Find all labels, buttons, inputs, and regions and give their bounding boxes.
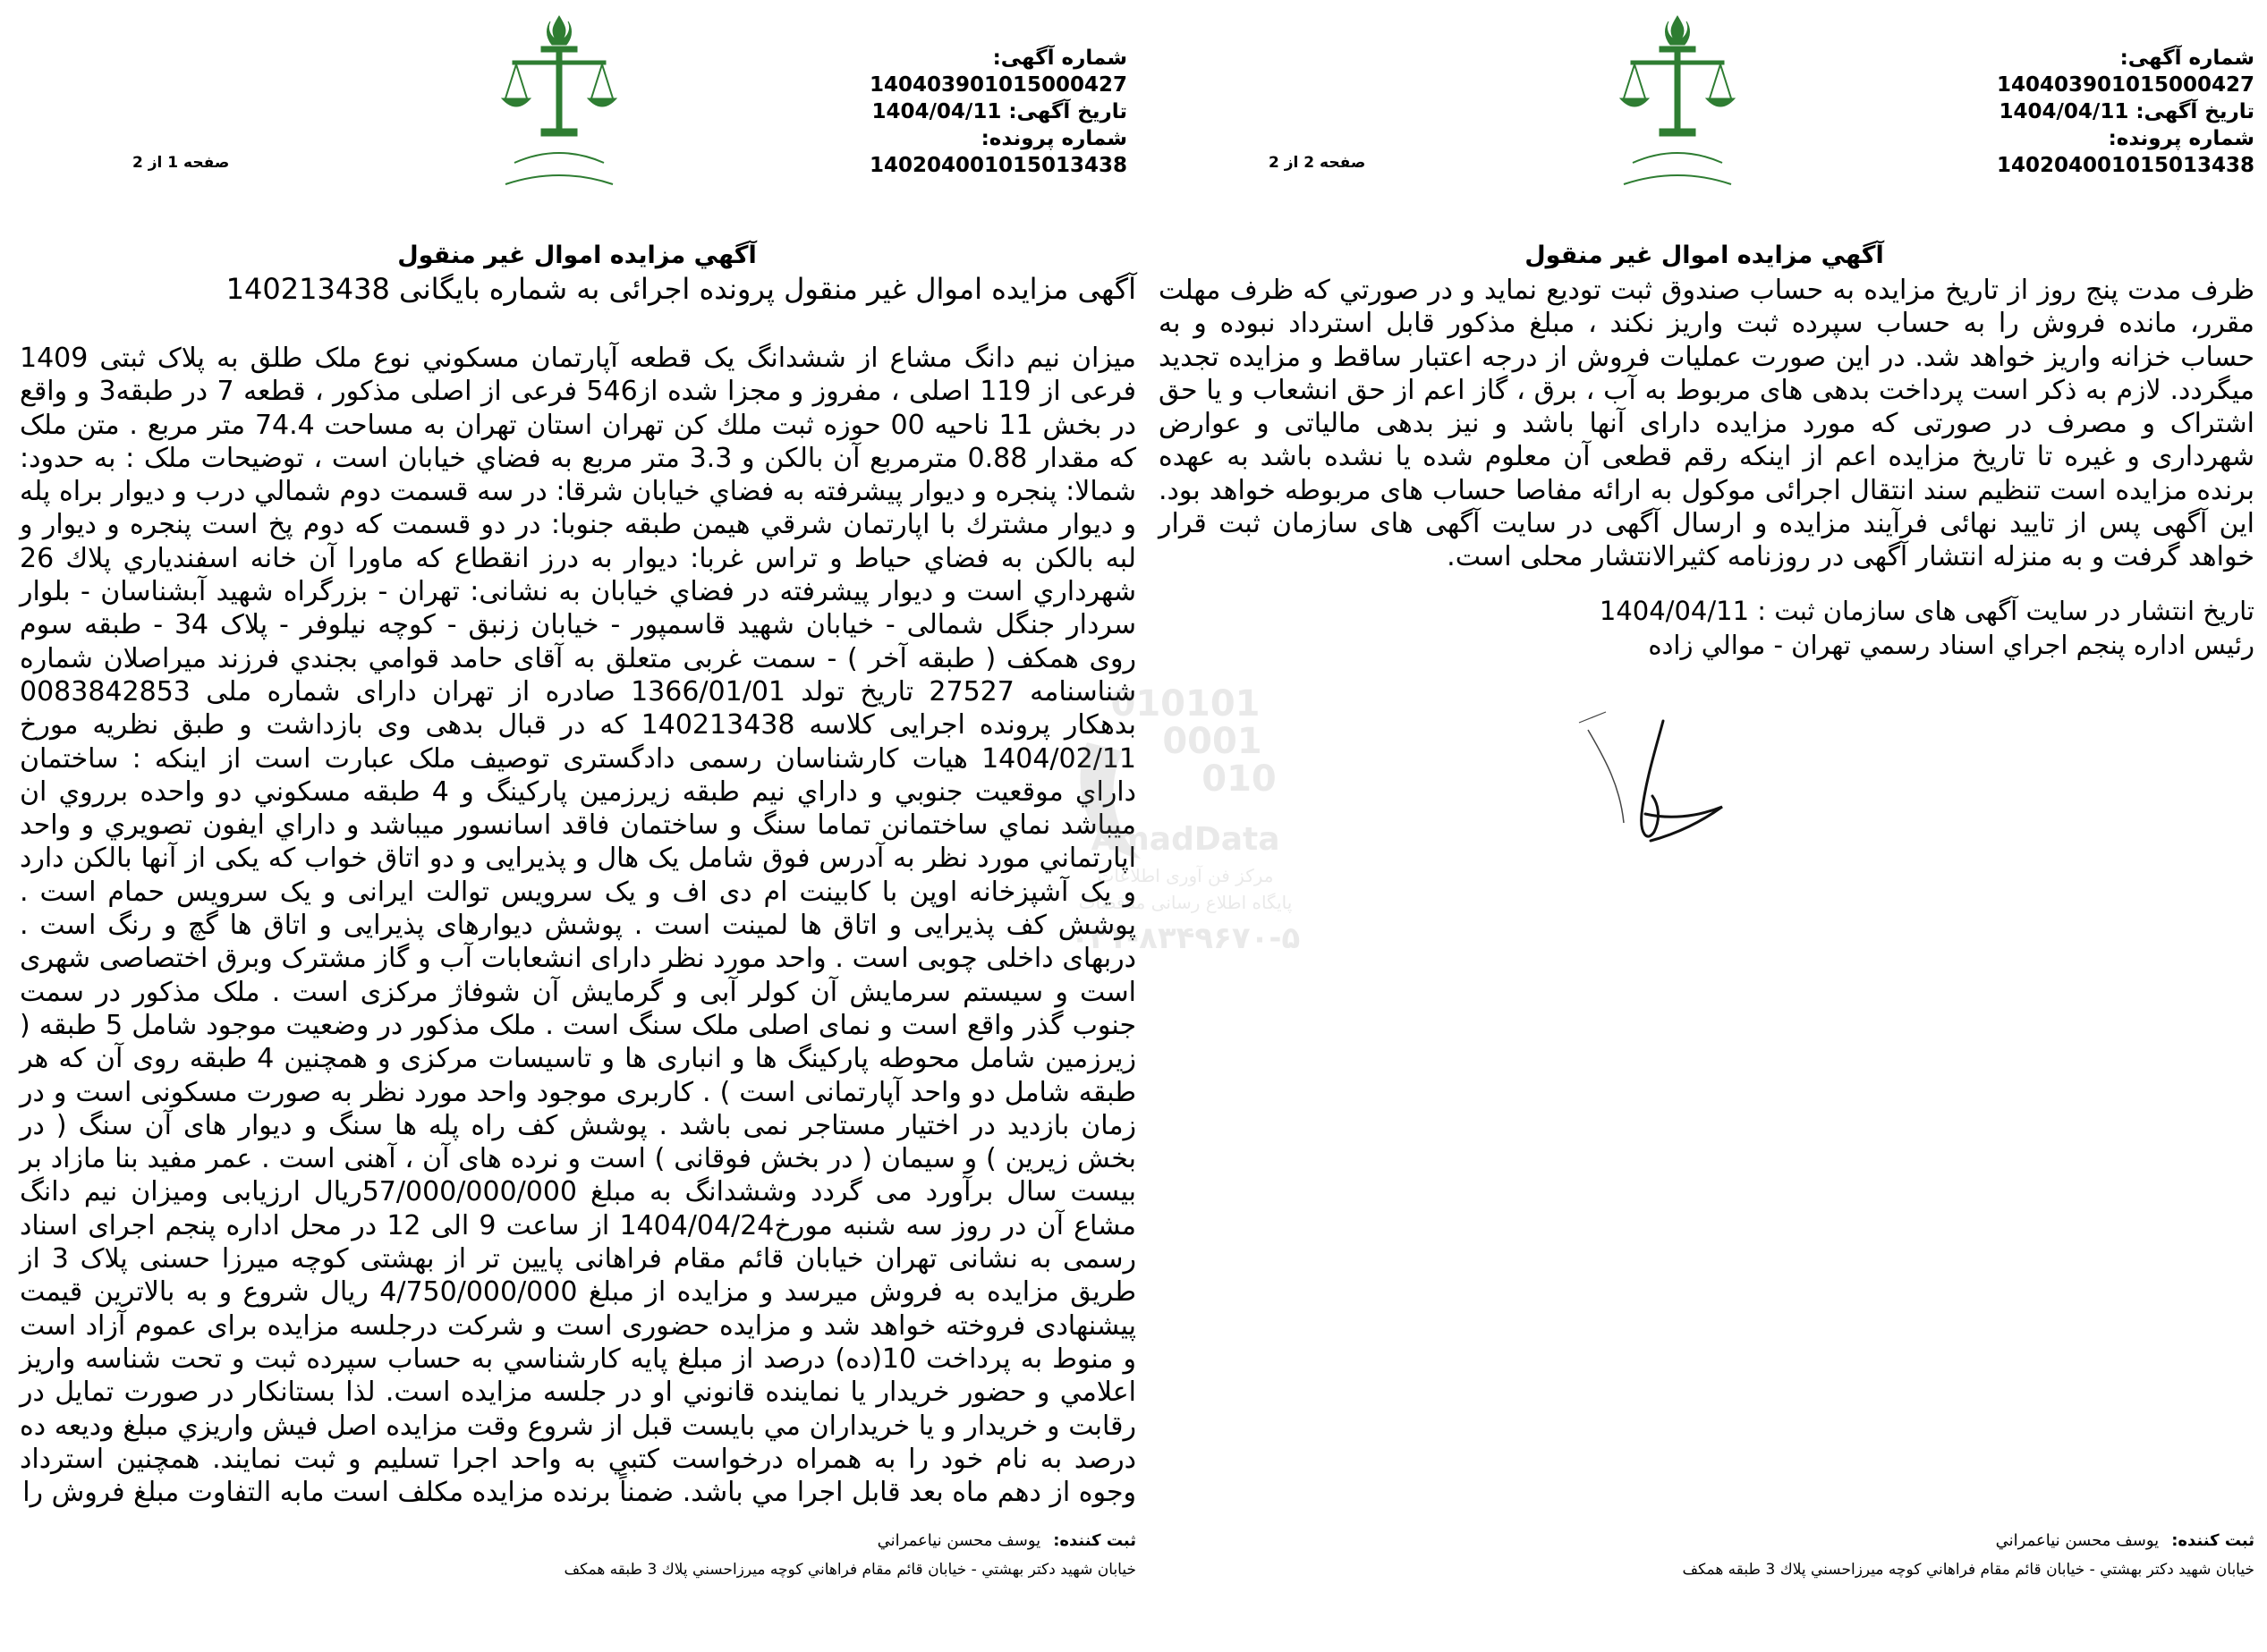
page-number: صفحه 1 از 2: [132, 154, 230, 172]
document-title: آگهي مزايده اموال غير منقول: [1524, 241, 1884, 269]
watermark-digits-1: 010101: [1110, 683, 1261, 724]
notice-body-continued: [1159, 274, 2254, 574]
office-address: خيابان شهيد دكتر بهشتي - خيابان قائم مقام فراهاني كوچه ميرزاحسني پلاك 3 طبقه همكف: [1682, 1561, 2254, 1579]
document-title: آگهي مزايده اموال غير منقول: [397, 241, 757, 269]
office-address: خيابان شهيد دكتر بهشتي - خيابان قائم مقام فراهاني كوچه ميرزاحسني پلاك 3 طبقه همكف: [564, 1561, 1136, 1579]
case-subtitle: آگهی مزایده اموال غیر منقول پرونده اجرائی به شماره بایگانی 140213438: [225, 272, 1136, 306]
watermark-line-1: مرکز فن آوری اطلاعات: [1097, 865, 1274, 886]
registrar-label: ثبت كننده:: [1053, 1531, 1136, 1550]
page-one: [18, 0, 1136, 1652]
signature-icon: [1570, 707, 1740, 859]
notice-number: 140403901015000427: [869, 73, 1127, 97]
file-number-label: شماره پرونده:: [2108, 127, 2254, 150]
file-number: 140204001015013438: [1996, 154, 2254, 177]
notice-date: 1404/04/11: [871, 100, 1002, 123]
watermark-line-2: پایگاه اطلاع رسانی مناقصات: [1078, 892, 1293, 913]
watermark-phone: ۰۲۱-۸۳۴۹۶۷۰-۵: [1070, 920, 1301, 956]
notice-number-label: شماره آگهی:: [2119, 47, 2254, 70]
notice-date-label: تاریخ آگهی:: [1008, 100, 1127, 123]
amaddata-watermark: [1051, 680, 1320, 975]
registrar-label: ثبت كننده:: [2171, 1531, 2254, 1550]
official-signatory: رئيس اداره پنجم اجراي اسناد رسمي تهران - موالي زاده: [1648, 630, 2254, 660]
registrar-name: يوسف محسن نياعمراني: [877, 1531, 1041, 1550]
page-number: صفحه 2 از 2: [1269, 154, 1366, 172]
file-number: 140204001015013438: [869, 154, 1127, 177]
file-number-label: شماره پرونده:: [981, 127, 1127, 150]
publish-date-line: تاریخ انتشار در سایت آگهی های سازمان ثبت : 1404/04/11: [1599, 596, 2254, 626]
registrar-name: يوسف محسن نياعمراني: [1995, 1531, 2160, 1550]
notice-meta: [751, 45, 1127, 179]
notice-number-label: شماره آگهی:: [992, 47, 1127, 70]
notice-date-label: تاریخ آگهی:: [2135, 100, 2254, 123]
notice-number: 140403901015000427: [1996, 73, 2254, 97]
publication-info: [1159, 594, 2254, 662]
watermark-digits-2: 0001: [1162, 721, 1262, 762]
watermark-digits-3: 010: [1201, 758, 1277, 800]
registrar-line: [1996, 1531, 2254, 1550]
notice-paragraph: ظرف مدت پنج روز از تاریخ مزایده به حساب صندوق ثبت تودیع نماید و در صورتي که ظرف مهلت مقرر، مانده فروش را به حساب سپرده ثبت واریز نکند ، مبلغ مذکور قابل استرداد نبوده و به حساب خزانه واریز خواهد شد. در این صورت عملیات فروش از درجه اعتبار ساقط و مزایده تجدید میگردد. لازم به ذکر است پرداخت بدهی های مربوط به آب ، برق ، گاز اعم از حق انشعاب و یا حق اشتراک و مصرف در صورتی که مورد مزایده دارای آنها باشد و نیز بدهی مالیاتی و عوارض شهرداری و غیره تا تاریخ مزایده اعم از اینکه رقم قطعی آن معلوم شده یا نشده باشد به عهده برنده مزایده است تنظیم سند انتقال اجرائی موکول به ارائه مفاصا حساب های مربوطه خواهد بود. این آگهی پس از تایید نهائی فرآیند مزایده و ارسال آگهی در سایت آگهی های سازمان ثبت قرار خواهد گرفت و به منزله انتشار آگهی در روزنامه کثیرالانتشار محلی است.: [1159, 275, 2254, 573]
notice-paragraph: میزان نیم دانگ مشاع از ششدانگ یک قطعه آپارتمان مسكوني نوع ملک طلق به پلاک ثبتی 1409 فرعی از 119 اصلی ، مفروز و مجزا شده از546 فرعی از اصلی مذکور ، قطعه 7 در طبقه3 و واقع در بخش 11 ناحیه 00 حوزه ثبت ملك كن تهران استان تهران به مساحت 74.4 متر مربع . متن ملک که مقدار 0.88 مترمربع آن بالکن و 3.3 متر مربع به فضاي خيابان است ، توضیحات ملک : به حدود: شمالا: پنجره و ديوار پيشرفته به فضاي خيابان شرقا: در سه قسمت دوم شمالي درب و ديوار براه پله و ديوار مشترك با اپارتمان شرقي هيمن طبقه جنوبا: در دو قسمت كه دوم پخ است پنجره و ديوار و لبه بالكن به فضاي حياط و تراس غربا: ديوار به درز انقطاع كه ماورا آن خانه اسفندياري پلاك 26 شهرداري است و ديوار پيشرفته در فضاي خيابان به نشانی: تهران - بزرگراه شهید آبشناسان - بلوار سردار جنگل شمالی - خیابان شهید قاسمپور - خیابان زنبق - کوچه نیلوفر - پلاک 34 - طبقه سوم روی همکف ( طبقه آخر ) - سمت غربی متعلق به آقای حامد قوامي بجندي فرزند ميراصلان شماره شناسنامه 27527 تاريخ تولد 1366/01/01 صادره از تهران دارای شماره ملی 0083842853 بدهکار پرونده اجرایی کلاسه 140213438 که در قبال بدهی وی بازداشت و طبق نظریه مورخ 1404/02/11 هیات کارشناسان رسمی دادگستری توصیف ملک عبارت است از اینکه : ساختمان داراي موقعيت جنوبي و داراي نيم طبقه زيرزمين پاركينگ و 4 طبقه مسكوني دو واحده برروي ان ميباشد نماي ساختمانن تماما سنگ و ساختمان فاقد اسانسور ميباشد و داراي ايفون تصويري و واحد اپارتماني مورد نظر به آدرس فوق شامل یک هال و پذیرایی و دو اتاق خواب که یکی از آنها بالکن دارد و یک آشپزخانه اوپن با کابینت ام دی اف و یک سرویس توالت ایرانی و یک سرویس حمام است . پوشش کف پذیرایی و اتاق ها لمینت است . پوشش دیوارهای پذیرایی و اتاق ها گچ و رنگ است . دربهای داخلی چوبی است . واحد مورد نظر دارای انشعابات آب و گاز مشترک وبرق اختصاصی شهری است و سیستم سرمایش آن کولر آبی و گرمایش آن شوفاژ مرکزی است . ملک مذکور در سمت جنوب گذر واقع است و نمای اصلی ملک سنگ است . ملک مذکور در وضعیت موجود شامل 5 طبقه ( زیرزمین شامل محوطه پارکینگ ها و انباری ها و تاسیسات مرکزی و همچنین 4 طبقه روی آن که هر طبقه شامل دو واحد آپارتمانی است ) . کاربری موجود واحد مورد نظر به صورت مسکونی است و در زمان بازدید در اختیار مستاجر نمی باشد . پوشش کف راه پله ها سنگ و دیوار های آن سنگ ( در بخش زیرین ) و سیمان ( در بخش فوقانی ) است و نرده های آن ، آهنی است . عمر مفید بنا مازاد بر بیست سال برآورد می گردد وششدانگ به مبلغ 57/000/000/000ریال ارزیابی ومیزان نیم دانگ مشاع آن در روز سه شنبه مورخ1404/04/24 از ساعت 9 الی 12 در محل اداره پنجم اجرای اسناد رسمی به نشانی تهران خیابان قائم مقام فراهانی پایین تر از بهشتی کوچه میرزا حسنی پلاک 3 از طریق مزایده به فروش میرسد و مزایده از مبلغ 4/750/000/000 ریال شروع و به بالاترین قیمت پیشنهادی فروخته خواهد شد و مزایده حضوری است و شرکت درجلسه مزایده برای عموم آزاد است و منوط به پرداخت 10(ده) درصد از مبلغ پايه كارشناسي به حساب سپرده ثبت و تحت شناسه واريز اعلامي و حضور خريدار يا نماينده قانوني او در جلسه مزايده است. لذا بستانكار در صورت تمایل در رقابت و خریدار و یا خریداران مي بايست قبل از شروع وقت مزایده اصل فيش واريزي مبلغ وديعه ده درصد به نام خود را به همراه درخواست كتبي به واحد اجرا تسليم و ثبت نمايند. همچنين استرداد وجوه از دهم ماه بعد قابل اجرا مي باشد. ضمناً برنده مزایده مکلف است مابه التفاوت مبلغ فروش را: [20, 343, 1137, 1509]
judiciary-emblem-icon: [1615, 9, 1740, 197]
notice-date: 1404/04/11: [1999, 100, 2129, 123]
notice-meta: [1879, 45, 2254, 179]
notice-body: [20, 342, 1136, 1509]
watermark-brand: AmadData: [1091, 821, 1280, 858]
judiciary-emblem-icon: [497, 9, 622, 197]
registrar-line: [878, 1531, 1136, 1550]
